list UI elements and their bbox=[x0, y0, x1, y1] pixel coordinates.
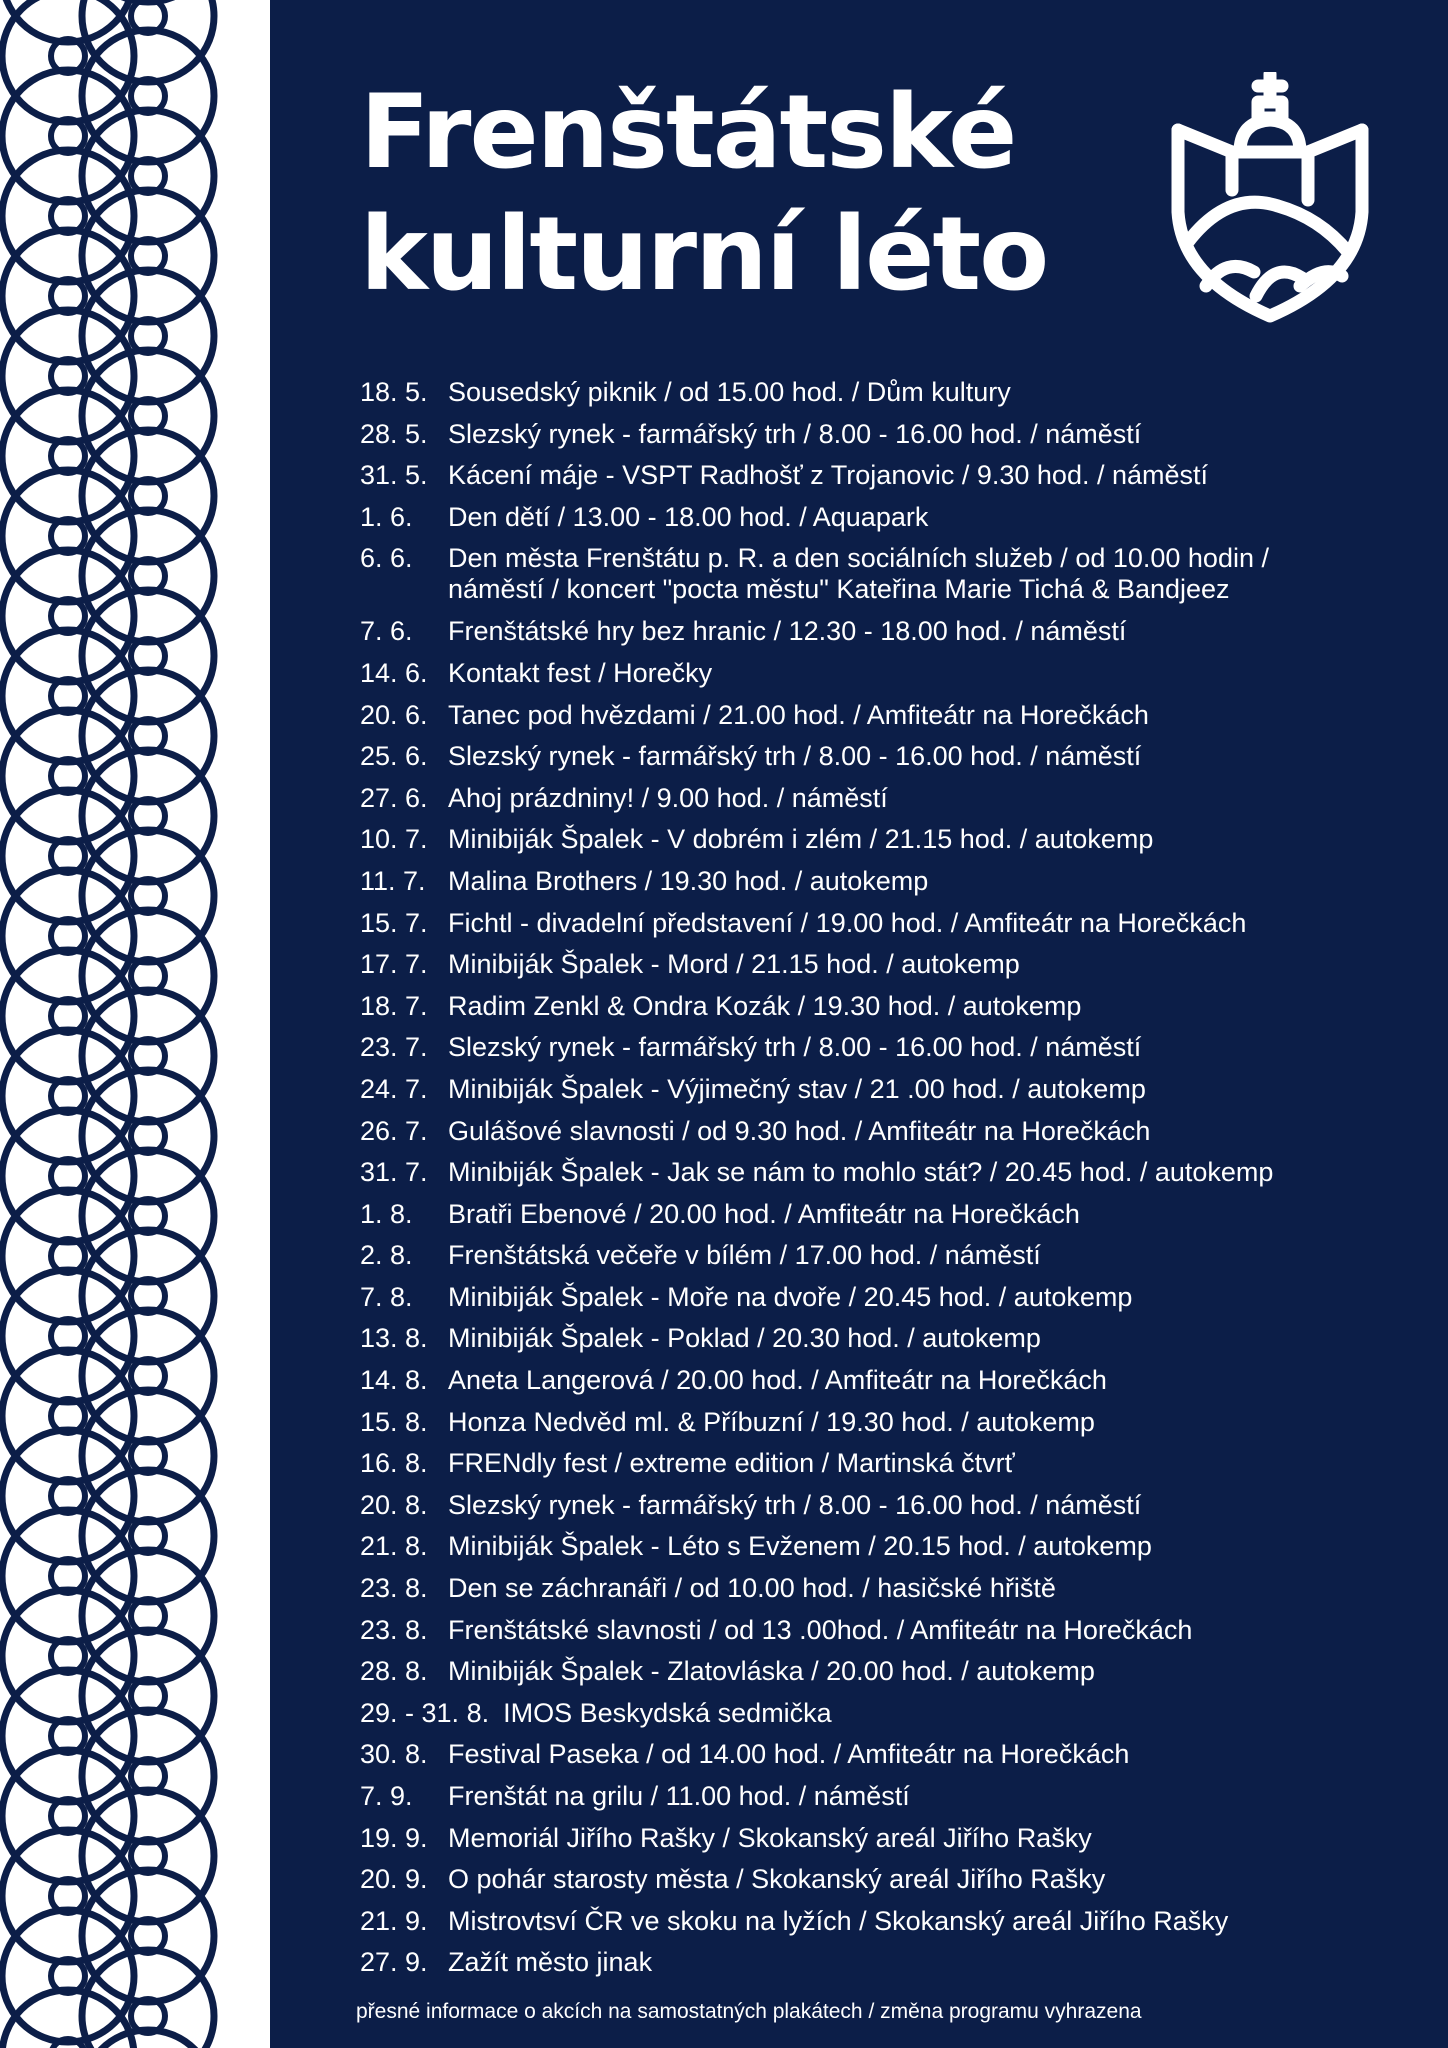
event-date: 17. 7. bbox=[360, 949, 428, 980]
pattern-ring bbox=[82, 830, 214, 962]
event-row bbox=[360, 861, 1430, 903]
pattern-ring bbox=[2, 1030, 134, 1162]
pattern-ring bbox=[2, 1510, 134, 1642]
event-description: Minibiják Špalek - Jak se nám to mohlo stát? / 20.45 hod. / autokemp bbox=[448, 1157, 1274, 1188]
pattern-ring bbox=[82, 1310, 214, 1442]
event-description: Honza Nedvěd ml. & Příbuzní / 19.30 hod. / autokemp bbox=[448, 1406, 1095, 1437]
pattern-ring bbox=[2, 1590, 134, 1722]
event-description: FRENdly fest / extreme edition / Martinská čtvrť bbox=[448, 1448, 1015, 1479]
event-row bbox=[360, 1235, 1430, 1277]
event-date: 14. 6. bbox=[360, 657, 428, 688]
event-date: 23. 8. bbox=[360, 1614, 428, 1645]
event-date: 11. 7. bbox=[360, 865, 426, 896]
event-row bbox=[360, 1402, 1430, 1444]
event-description: Frenštát na grilu / 11.00 hod. / náměstí bbox=[448, 1781, 910, 1811]
event-row bbox=[360, 611, 1430, 653]
pattern-ring bbox=[2, 1430, 134, 1562]
event-row bbox=[360, 1568, 1430, 1610]
event-description: Den dětí / 13.00 - 18.00 hod. / Aquapark bbox=[448, 501, 929, 532]
event-row bbox=[360, 1152, 1430, 1194]
event-description: Slezský rynek - farmářský trh / 8.00 - 16.00 hod. / náměstí bbox=[448, 1489, 1142, 1520]
pattern-ring bbox=[82, 590, 214, 722]
event-description: Frenštátská večeře v bílém / 17.00 hod. / náměstí bbox=[448, 1240, 1041, 1271]
event-description: Minibiják Špalek - Poklad / 20.30 hod. / autokemp bbox=[448, 1323, 1041, 1354]
event-description: Slezský rynek - farmářský trh / 8.00 - 16.00 hod. / náměstí bbox=[448, 741, 1142, 772]
event-date: 28. 5. bbox=[360, 418, 428, 449]
event-date: 21. 8. bbox=[360, 1531, 428, 1562]
pattern-ring bbox=[82, 750, 214, 882]
event-row bbox=[360, 986, 1430, 1028]
event-description: Memoriál Jiřího Rašky / Skokanský areál Jiřího Rašky bbox=[448, 1822, 1092, 1853]
event-date: 7. 8. bbox=[360, 1281, 413, 1312]
pattern-ring bbox=[2, 550, 134, 682]
event-date: 14. 8. bbox=[360, 1365, 428, 1396]
event-description: Radim Zenkl & Ondra Kozák / 19.30 hod. / autokemp bbox=[448, 990, 1082, 1021]
event-row bbox=[360, 1776, 1430, 1818]
event-description: Frenštátské slavnosti / od 13 .00hod. / Amfiteátr na Horečkách bbox=[448, 1614, 1193, 1645]
event-date: 7. 6. bbox=[360, 616, 413, 647]
event-description: Slezský rynek - farmářský trh / 8.00 - 16.00 hod. / náměstí bbox=[448, 418, 1142, 449]
event-row bbox=[360, 1277, 1430, 1319]
event-description: Aneta Langerová / 20.00 hod. / Amfiteátr na Horečkách bbox=[448, 1365, 1107, 1396]
event-date: 15. 7. bbox=[360, 907, 428, 938]
event-description: Den města Frenštátu p. R. a den sociálních služeb / od 10.00 hodin / náměstí / koncert "pocta městu" Kateřina Marie Tichá & Bandjeez bbox=[448, 543, 1269, 605]
event-row bbox=[360, 1360, 1430, 1402]
pattern-ring bbox=[2, 230, 134, 362]
event-date: 16. 8. bbox=[360, 1448, 428, 1479]
pattern-ring bbox=[82, 1870, 214, 2002]
event-row bbox=[360, 1734, 1430, 1776]
event-row bbox=[360, 1526, 1430, 1568]
pattern-ring bbox=[82, 1470, 214, 1602]
pattern-ring bbox=[82, 30, 214, 162]
pattern-ring bbox=[2, 870, 134, 1002]
pattern-ring bbox=[82, 270, 214, 402]
event-date: 2. 8. bbox=[360, 1240, 413, 1271]
pattern-ring bbox=[2, 1270, 134, 1402]
event-date: 27. 6. bbox=[360, 782, 428, 813]
pattern-ring bbox=[2, 390, 134, 522]
event-date: 1. 6. bbox=[360, 501, 413, 532]
event-date: 29. - 31. 8. bbox=[360, 1697, 490, 1728]
pattern-ring bbox=[82, 1230, 214, 1362]
pattern-ring bbox=[82, 990, 214, 1122]
event-description: Kontakt fest / Horečky bbox=[448, 657, 713, 688]
event-row bbox=[360, 1942, 1430, 1984]
pattern-ring bbox=[2, 1190, 134, 1322]
event-row bbox=[360, 1485, 1430, 1527]
pattern-ring bbox=[82, 0, 214, 82]
event-date: 23. 7. bbox=[360, 1032, 428, 1063]
event-row bbox=[360, 1651, 1430, 1693]
pattern-ring bbox=[2, 1750, 134, 1882]
pattern-ring bbox=[82, 1550, 214, 1682]
event-date: 10. 7. bbox=[360, 824, 428, 855]
event-description: Tanec pod hvězdami / 21.00 hod. / Amfiteátr na Horečkách bbox=[448, 699, 1149, 730]
event-row bbox=[360, 497, 1430, 539]
pattern-ring bbox=[2, 790, 134, 922]
pattern-ring bbox=[2, 70, 134, 202]
event-description: Minibiják Špalek - Mord / 21.15 hod. / autokemp bbox=[448, 949, 1020, 980]
event-date: 20. 8. bbox=[360, 1489, 428, 1520]
event-row bbox=[360, 1818, 1430, 1860]
event-row bbox=[360, 1693, 1430, 1735]
event-description: Gulášové slavnosti / od 9.30 hod. / Amfiteátr na Horečkách bbox=[448, 1115, 1151, 1146]
event-date: 15. 8. bbox=[360, 1406, 428, 1437]
pattern-ring bbox=[82, 910, 214, 1042]
event-description: Minibiják Špalek - V dobrém i zlém / 21.15 hod. / autokemp bbox=[448, 824, 1154, 855]
event-row bbox=[360, 819, 1430, 861]
event-row bbox=[360, 653, 1430, 695]
pattern-ring bbox=[2, 1830, 134, 1962]
event-row bbox=[360, 1901, 1430, 1943]
town-emblem-icon bbox=[1170, 72, 1370, 324]
pattern-ring bbox=[82, 1150, 214, 1282]
event-date: 7. 9. bbox=[360, 1781, 413, 1811]
pattern-ring bbox=[82, 430, 214, 562]
event-date: 31. 7. bbox=[360, 1157, 428, 1188]
event-description: Festival Paseka / od 14.00 hod. / Amfiteátr na Horečkách bbox=[448, 1739, 1130, 1770]
event-description: Ahoj prázdniny! / 9.00 hod. / náměstí bbox=[448, 782, 888, 813]
title-line-1: Frenštátské bbox=[360, 73, 1016, 192]
pattern-ring bbox=[82, 1710, 214, 1842]
event-date: 1. 8. bbox=[360, 1198, 413, 1229]
event-row bbox=[360, 1443, 1430, 1485]
event-description: Minibiják Špalek - Zlatovláska / 20.00 hod. / autokemp bbox=[448, 1656, 1095, 1687]
event-date: 13. 8. bbox=[360, 1323, 428, 1354]
event-row bbox=[360, 1027, 1430, 1069]
pattern-ring bbox=[2, 310, 134, 442]
pattern-ring bbox=[82, 1790, 214, 1922]
event-description: Kácení máje - VSPT Radhošť z Trojanovic / 9.30 hod. / náměstí bbox=[448, 460, 1209, 491]
footnote: přesné informace o akcích na samostatných plakátech / změna programu vyhrazena bbox=[356, 2000, 1142, 2023]
event-date: 18. 7. bbox=[360, 990, 428, 1021]
event-description: Den se záchranáři / od 10.00 hod. / hasičské hřiště bbox=[448, 1573, 1056, 1604]
pattern-ring bbox=[2, 150, 134, 282]
event-date: 30. 8. bbox=[360, 1739, 428, 1770]
event-date: 6. 6. bbox=[360, 543, 413, 574]
event-row bbox=[360, 372, 1430, 414]
event-row bbox=[360, 1111, 1430, 1153]
event-row bbox=[360, 903, 1430, 945]
pattern-ring bbox=[82, 1070, 214, 1202]
event-row bbox=[360, 736, 1430, 778]
event-date: 28. 8. bbox=[360, 1656, 428, 1687]
event-row bbox=[360, 414, 1430, 456]
event-row bbox=[360, 455, 1430, 497]
poster-title bbox=[360, 72, 1120, 316]
pattern-ring bbox=[82, 1390, 214, 1522]
event-description: Malina Brothers / 19.30 hod. / autokemp bbox=[448, 865, 929, 896]
event-row bbox=[360, 1194, 1430, 1236]
event-row bbox=[360, 538, 1430, 608]
pattern-ring bbox=[2, 470, 134, 602]
pattern-ring bbox=[2, 1350, 134, 1482]
event-row bbox=[360, 1859, 1430, 1901]
event-description: Minibiják Špalek - Léto s Evženem / 20.15 hod. / autokemp bbox=[448, 1531, 1152, 1562]
event-description: Minibiják Špalek - Moře na dvoře / 20.45 hod. / autokemp bbox=[448, 1281, 1133, 1312]
title-line-2: kulturní léto bbox=[360, 195, 1048, 314]
event-date: 19. 9. bbox=[360, 1822, 428, 1853]
pattern-ring bbox=[82, 1630, 214, 1762]
event-description: Mistrovtsví ČR ve skoku na lyžích / Skokanský areál Jiřího Rašky bbox=[448, 1905, 1229, 1936]
pattern-graphic bbox=[0, 0, 262, 2048]
event-description: O pohár starosty města / Skokanský areál Jiřího Rašky bbox=[448, 1864, 1106, 1895]
event-description: Zažít město jinak bbox=[448, 1947, 653, 1978]
event-date: 27. 9. bbox=[360, 1947, 428, 1978]
circle-lattice-pattern bbox=[0, 0, 262, 2048]
pattern-ring bbox=[82, 670, 214, 802]
pattern-ring bbox=[2, 630, 134, 762]
pattern-ring bbox=[82, 190, 214, 322]
schedule-panel bbox=[270, 0, 1448, 2048]
event-row bbox=[360, 1069, 1430, 1111]
event-row bbox=[360, 944, 1430, 986]
pattern-ring bbox=[82, 350, 214, 482]
pattern-ring bbox=[2, 950, 134, 1082]
event-date: 24. 7. bbox=[360, 1073, 428, 1104]
pattern-ring bbox=[82, 510, 214, 642]
event-date: 23. 8. bbox=[360, 1573, 428, 1604]
event-date: 20. 9. bbox=[360, 1864, 428, 1895]
event-description: Bratři Ebenové / 20.00 hod. / Amfiteátr na Horečkách bbox=[448, 1198, 1080, 1229]
event-description: Frenštátské hry bez hranic / 12.30 - 18.00 hod. / náměstí bbox=[448, 616, 1127, 647]
event-date: 26. 7. bbox=[360, 1115, 428, 1146]
event-date: 31. 5. bbox=[360, 460, 428, 491]
event-date: 25. 6. bbox=[360, 741, 428, 772]
event-description: Fichtl - divadelní představení / 19.00 hod. / Amfiteátr na Horečkách bbox=[448, 907, 1247, 938]
event-date: 18. 5. bbox=[360, 377, 428, 407]
event-row bbox=[360, 1610, 1430, 1652]
event-description: Minibiják Špalek - Výjimečný stav / 21 .00 hod. / autokemp bbox=[448, 1073, 1146, 1104]
event-date: 20. 6. bbox=[360, 699, 428, 730]
event-schedule bbox=[360, 372, 1430, 1984]
event-description: Sousedský piknik / od 15.00 hod. / Dům kultury bbox=[448, 377, 1011, 407]
event-row bbox=[360, 778, 1430, 820]
event-description: Slezský rynek - farmářský trh / 8.00 - 16.00 hod. / náměstí bbox=[448, 1032, 1142, 1063]
event-description: IMOS Beskydská sedmička bbox=[503, 1697, 832, 1728]
event-row bbox=[360, 1318, 1430, 1360]
pattern-ring bbox=[82, 110, 214, 242]
pattern-ring bbox=[2, 710, 134, 842]
pattern-ring bbox=[2, 1910, 134, 2042]
pattern-ring bbox=[2, 1110, 134, 1242]
event-row bbox=[360, 695, 1430, 737]
event-date: 21. 9. bbox=[360, 1905, 428, 1936]
pattern-ring bbox=[2, 1670, 134, 1802]
